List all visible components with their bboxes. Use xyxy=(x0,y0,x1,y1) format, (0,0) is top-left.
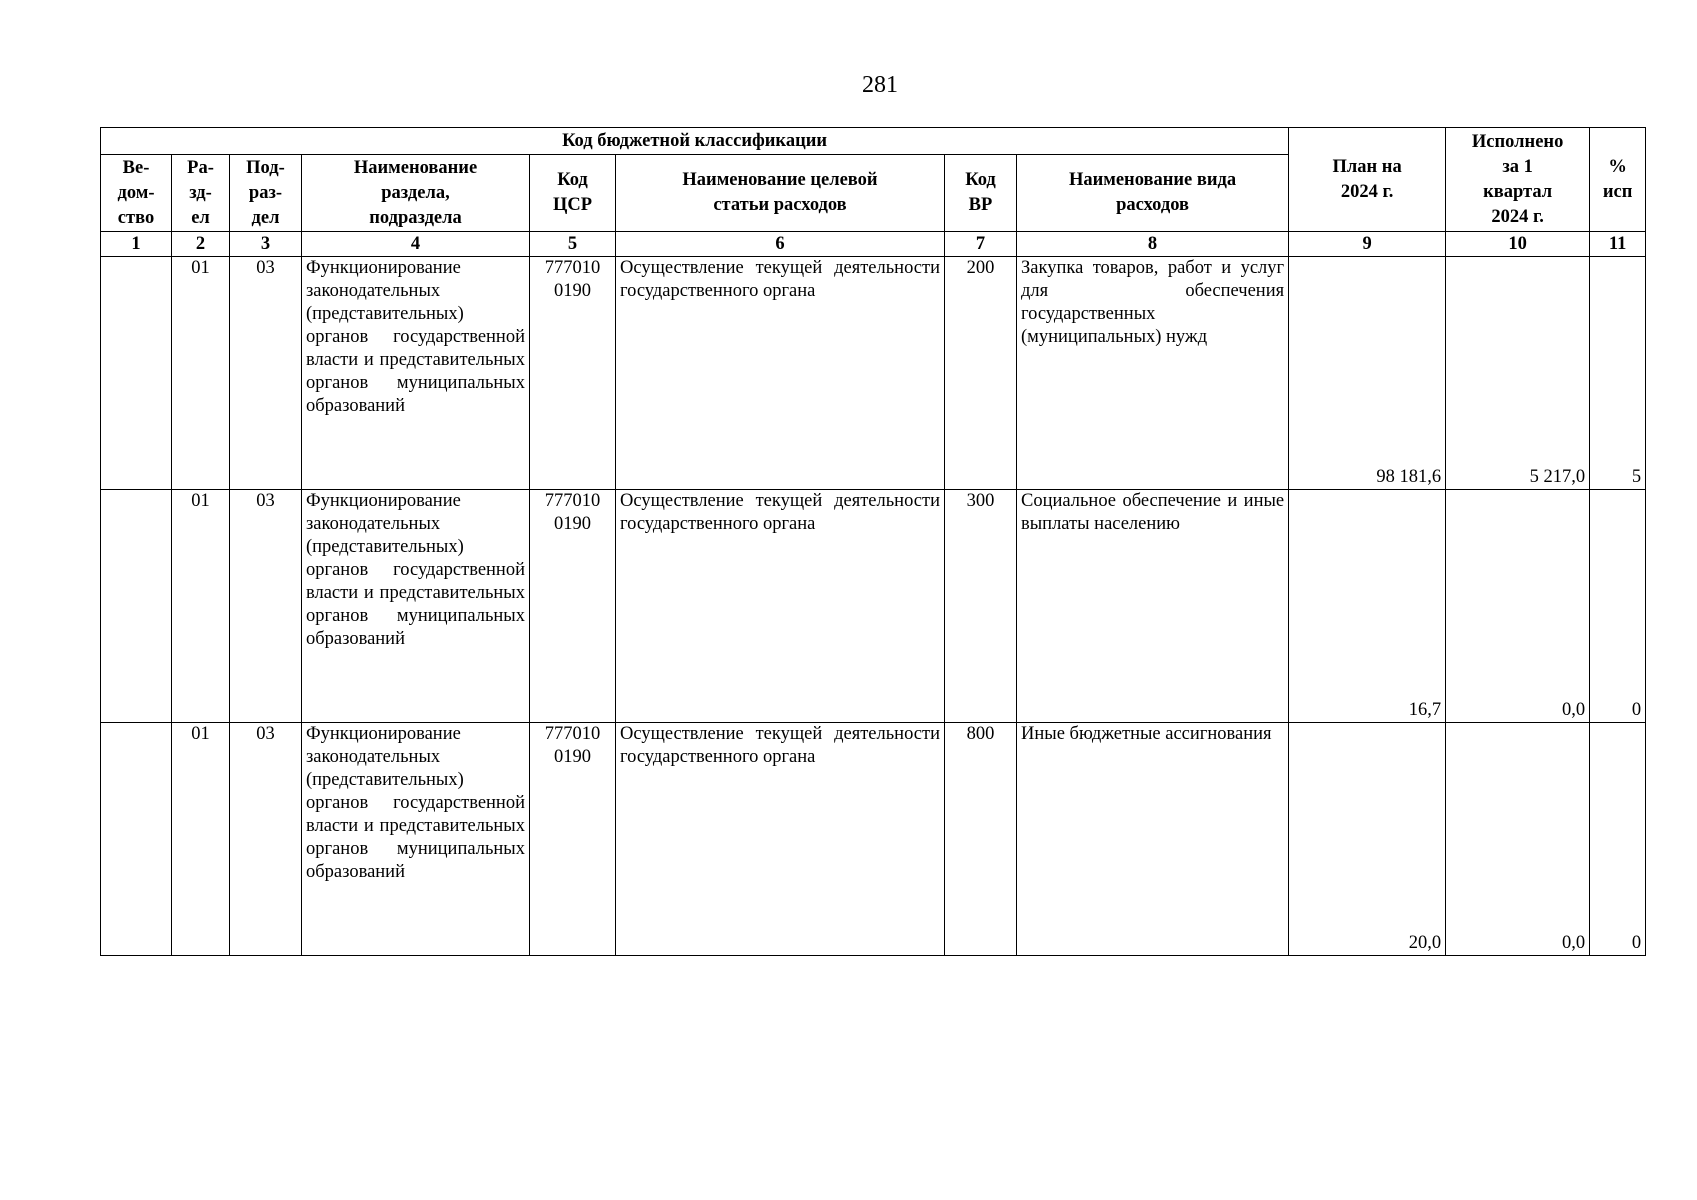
header-executed: Исполнено за 1 квартал 2024 г. xyxy=(1446,128,1590,232)
column-number: 1 xyxy=(101,232,172,257)
cell-vr-name: Закупка товаров, работ и услуг для обеспечения государственных (муниципальных) нужд xyxy=(1017,257,1289,490)
column-number: 10 xyxy=(1446,232,1590,257)
cell-target-name: Осуществление текущей деятельности государственного органа xyxy=(616,723,945,956)
header-plan: План на 2024 г. xyxy=(1289,128,1446,232)
cell-vr-name: Социальное обеспечение и иные выплаты населению xyxy=(1017,490,1289,723)
header-podrazdel: Под- раз- дел xyxy=(230,155,302,232)
column-number: 7 xyxy=(945,232,1017,257)
page-number: 281 xyxy=(862,72,898,98)
cell-section-name: Функционирование законодательных (представительных) органов государственной власти и представительных органов муниципальных образований xyxy=(302,257,530,490)
column-numbers-row xyxy=(101,232,1646,257)
cell-percent: 5 xyxy=(1590,257,1646,490)
column-number: 6 xyxy=(616,232,945,257)
table-row xyxy=(101,723,1646,956)
cell-executed: 0,0 xyxy=(1446,723,1590,956)
header-percent: % исп xyxy=(1590,128,1646,232)
cell-section-name: Функционирование законодательных (представительных) органов государственной власти и представительных органов муниципальных образований xyxy=(302,723,530,956)
cell-podrazdel: 03 xyxy=(230,257,302,490)
column-number: 9 xyxy=(1289,232,1446,257)
cell-executed: 5 217,0 xyxy=(1446,257,1590,490)
cell-csr: 777010 0190 xyxy=(530,257,616,490)
header-section-name: Наименование раздела, подраздела xyxy=(302,155,530,232)
cell-target-name: Осуществление текущей деятельности государственного органа xyxy=(616,490,945,723)
cell-csr: 777010 0190 xyxy=(530,723,616,956)
cell-executed: 0,0 xyxy=(1446,490,1590,723)
cell-target-name: Осуществление текущей деятельности государственного органа xyxy=(616,257,945,490)
header-vedomstvo: Ве- дом- ство xyxy=(101,155,172,232)
cell-podrazdel: 03 xyxy=(230,723,302,956)
column-number: 5 xyxy=(530,232,616,257)
cell-vr: 800 xyxy=(945,723,1017,956)
cell-csr: 777010 0190 xyxy=(530,490,616,723)
cell-razdel: 01 xyxy=(172,723,230,956)
cell-plan: 98 181,6 xyxy=(1289,257,1446,490)
cell-vr-name: Иные бюджетные ассигнования xyxy=(1017,723,1289,956)
cell-percent: 0 xyxy=(1590,490,1646,723)
cell-vedomstvo xyxy=(101,490,172,723)
budget-classification-header: Код бюджетной классификации xyxy=(101,128,1289,155)
cell-razdel: 01 xyxy=(172,490,230,723)
cell-vedomstvo xyxy=(101,257,172,490)
cell-percent: 0 xyxy=(1590,723,1646,956)
cell-plan: 16,7 xyxy=(1289,490,1446,723)
header-vr-name: Наименование вида расходов xyxy=(1017,155,1289,232)
column-number: 2 xyxy=(172,232,230,257)
table-row xyxy=(101,257,1646,490)
cell-vr: 200 xyxy=(945,257,1017,490)
cell-vr: 300 xyxy=(945,490,1017,723)
header-vr: Код ВР xyxy=(945,155,1017,232)
cell-razdel: 01 xyxy=(172,257,230,490)
header-target-name: Наименование целевой статьи расходов xyxy=(616,155,945,232)
header-csr: Код ЦСР xyxy=(530,155,616,232)
cell-plan: 20,0 xyxy=(1289,723,1446,956)
column-number: 11 xyxy=(1590,232,1646,257)
header-razdel: Ра- зд- ел xyxy=(172,155,230,232)
cell-vedomstvo xyxy=(101,723,172,956)
column-number: 8 xyxy=(1017,232,1289,257)
column-number: 4 xyxy=(302,232,530,257)
budget-execution-table xyxy=(100,127,1646,956)
table-row xyxy=(101,490,1646,723)
cell-podrazdel: 03 xyxy=(230,490,302,723)
cell-section-name: Функционирование законодательных (представительных) органов государственной власти и представительных органов муниципальных образований xyxy=(302,490,530,723)
column-number: 3 xyxy=(230,232,302,257)
